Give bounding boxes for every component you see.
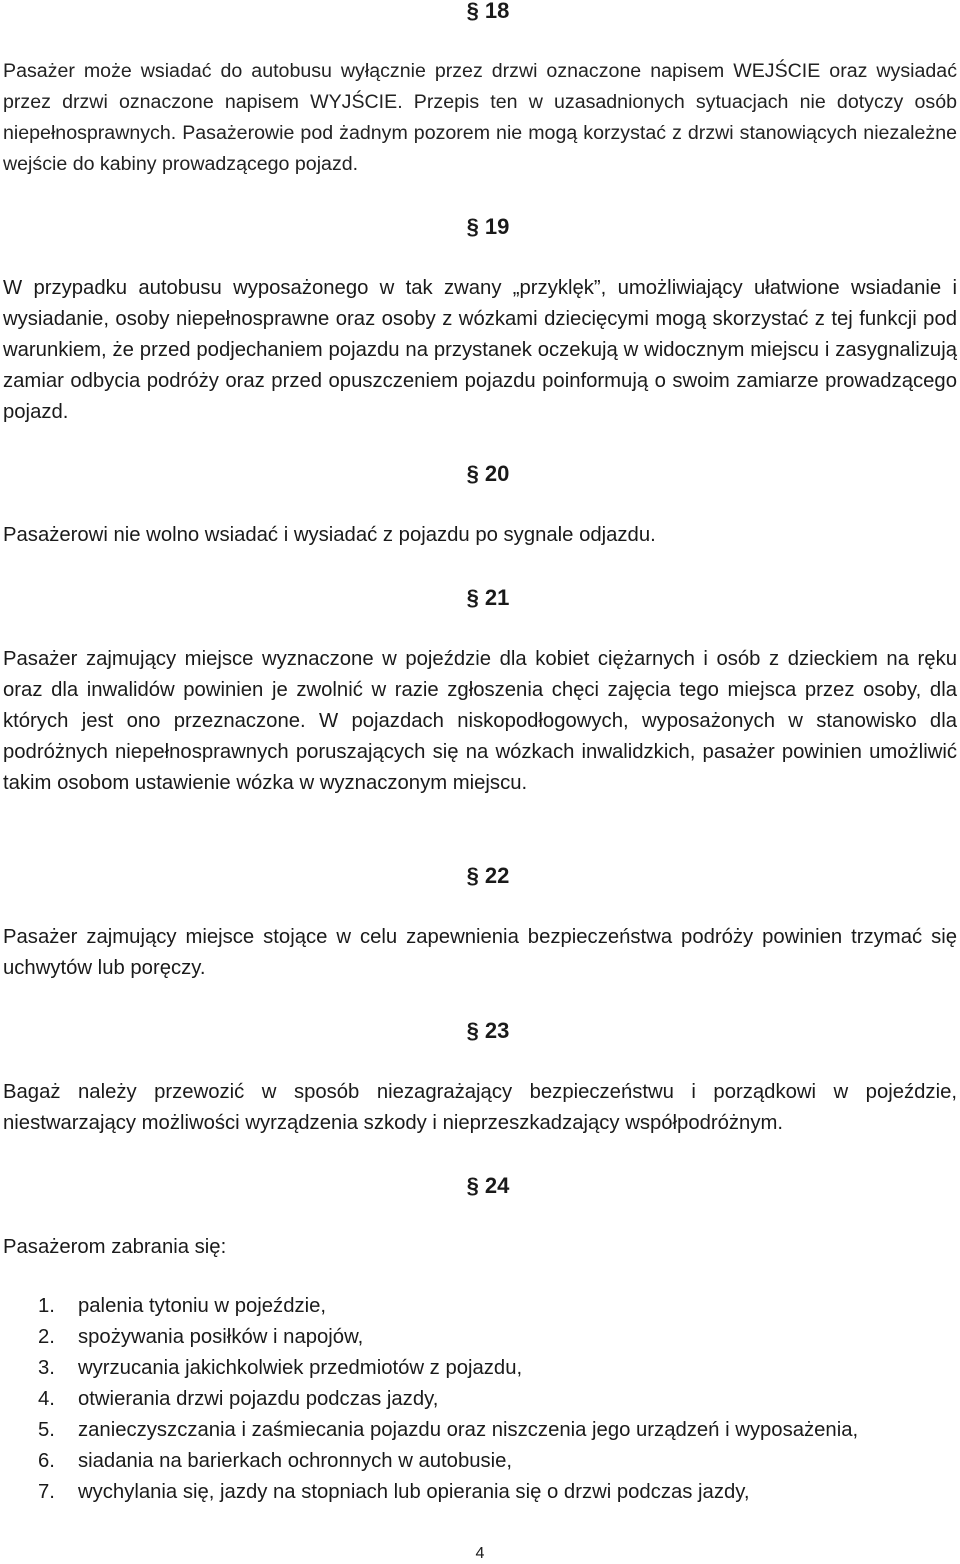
list-item-number: 7. <box>38 1481 55 1503</box>
list-item <box>0 1322 958 1353</box>
section-18-heading: § 18 <box>466 0 510 23</box>
section-22-text: Pasażer zajmujący miejsce stojące w celu zapewnienia bezpieczeństwa podróży powinien trzymać się uchwytów lub poręczy. <box>3 926 957 979</box>
list-item-text: wychylania się, jazdy na stopniach lub opierania się o drzwi podczas jazdy, <box>78 1481 750 1503</box>
section-20-heading: § 20 <box>466 461 510 486</box>
section-19-heading: § 19 <box>466 214 510 239</box>
list-item <box>0 1353 958 1384</box>
list-item-number: 4. <box>38 1388 55 1410</box>
list-item-text: zanieczyszczania i zaśmiecania pojazdu oraz niszczenia jego urządzeń i wyposażenia, <box>78 1419 859 1441</box>
list-item-number: 1. <box>38 1295 55 1317</box>
list-item-text: spożywania posiłków i napojów, <box>78 1326 364 1348</box>
section-18-text: Pasażer może wsiadać do autobusu wyłącznie przez drzwi oznaczone napisem WEJŚCIE oraz wysiadać przez drzwi oznaczone napisem WYJŚCIE. Przepis ten w uzasadnionych sytuacjach nie dotyczy osób niepełnosprawnych. Pasażerowie pod żadnym pozorem nie mogą korzystać z drzwi stanowiących niezależne wejście do kabiny prowadzącego pojazd. <box>3 60 957 175</box>
list-item-text: siadania na barierkach ochronnych w autobusie, <box>78 1450 513 1472</box>
list-item <box>0 1446 958 1477</box>
list-item-text: otwierania drzwi pojazdu podczas jazdy, <box>78 1388 439 1410</box>
section-21-text: Pasażer zajmujący miejsce wyznaczone w pojeździe dla kobiet ciężarnych i osób z dzieckiem na ręku oraz dla inwalidów powinien je zwolnić w razie zgłoszenia chęci zajęcia tego miejsca przez osoby, dla których jest ono przeznaczone. W pojazdach niskopodłogowych, wyposażonych w stanowisko dla podróżnych niepełnosprawnych poruszających się na wózkach inwalidzkich, pasażer powinien umożliwić takim osobom ustawienie wózka w wyznaczonym miejscu. <box>3 648 957 794</box>
section-24-intro: Pasażerom zabrania się: <box>3 1236 227 1258</box>
section-20-text: Pasażerowi nie wolno wsiadać i wysiadać z pojazdu po sygnale odjazdu. <box>3 524 656 546</box>
list-item-number: 6. <box>38 1450 55 1472</box>
section-22-heading: § 22 <box>466 863 510 888</box>
list-item-number: 5. <box>38 1419 55 1441</box>
list-item <box>0 1477 958 1508</box>
prohibitions-list <box>0 1291 958 1508</box>
list-item-text: wyrzucania jakichkolwiek przedmiotów z pojazdu, <box>78 1357 523 1379</box>
section-23-text: Bagaż należy przewozić w sposób niezagrażający bezpieczeństwu i porządkowi w pojeździe, niestwarzający możliwości wyrządzenia szkody i nieprzeszkadzający współpodróżnym. <box>3 1081 957 1134</box>
page-number: 4 <box>475 1545 485 1562</box>
list-item-text: palenia tytoniu w pojeździe, <box>78 1295 327 1317</box>
list-item <box>0 1291 958 1322</box>
list-item-number: 3. <box>38 1357 55 1379</box>
list-item <box>0 1415 958 1446</box>
section-19-text: W przypadku autobusu wyposażonego w tak zwany „przyklęk”, umożliwiający ułatwione wsiadanie i wysiadanie, osoby niepełnosprawne oraz osoby z wózkami dziecięcymi mogą skorzystać z tej funkcji pod warunkiem, że przed podjechaniem pojazdu na przystanek oczekują w widocznym miejscu i zasygnalizują zamiar odbycia podróży oraz przed opuszczeniem pojazdu poinformują o swoim zamiarze prowadzącego pojazd. <box>3 277 957 423</box>
list-item-number: 2. <box>38 1326 55 1348</box>
section-24-heading: § 24 <box>466 1173 510 1198</box>
list-item <box>0 1384 958 1415</box>
section-23-heading: § 23 <box>466 1018 510 1043</box>
section-21-heading: § 21 <box>466 585 510 610</box>
